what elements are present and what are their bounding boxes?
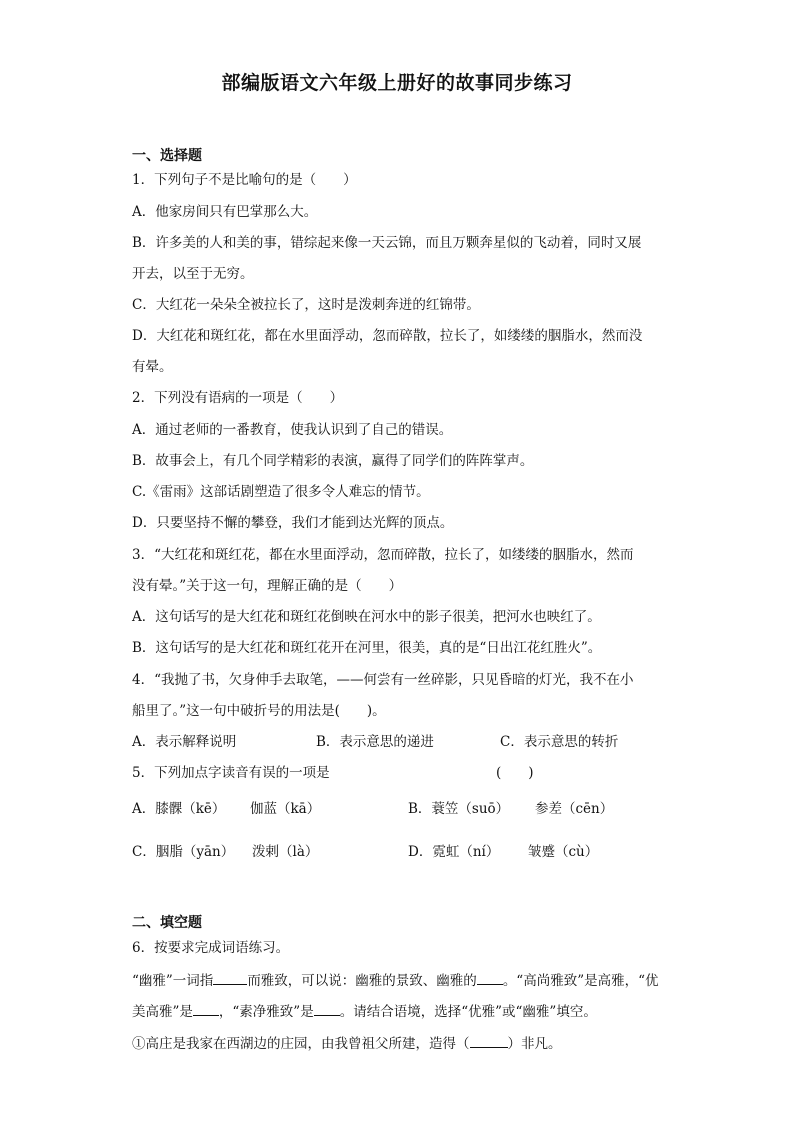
question-6-line1 [132, 970, 672, 991]
q6-line2-text-a: 美高雅”是 [132, 1004, 193, 1020]
q6-line3-text-b: ）非凡。 [507, 1036, 562, 1052]
question-3-stem-line1: 3．“大红花和斑红花，都在水里面浮动，忽而碎散，拉长了，如缕缕的胭脂水，然而 [132, 547, 634, 563]
question-2-option-c: C.《雷雨》这部话剧塑造了很多令人难忘的情节。 [132, 484, 430, 500]
question-4-stem-line2: 船里了。”这一句中破折号的用法是( )。 [132, 703, 386, 719]
question-1-stem: 1．下列句子不是比喻句的是（ ） [132, 172, 357, 188]
question-5-option-d1: D．霓虹（ní） [408, 844, 500, 860]
question-5-option-b2: 参差（cēn） [535, 801, 614, 817]
question-2-option-d: D．只要坚持不懈的攀登，我们才能到达光辉的顶点。 [132, 515, 454, 531]
question-1-option-b-line1: B．许多美的人和美的事，错综起来像一天云锦，而且万颗奔星似的飞动着，同时又展 [132, 235, 642, 251]
question-5-option-a1: A．膝髁（kē） [132, 801, 226, 817]
question-1-option-b-line2: 开去，以至于无穷。 [132, 266, 254, 282]
question-4-option-c: C．表示意思的转折 [500, 734, 619, 750]
q6-line2-text-c: 。请结合语境，选择“优雅”或“幽雅”填空。 [339, 1004, 597, 1020]
fill-blank-3[interactable] [193, 1001, 219, 1016]
question-5-stem-row [132, 763, 672, 783]
question-5-option-b1: B．蓑笠（suō） [408, 801, 510, 817]
question-5-option-c2: 泼剌（là） [252, 844, 319, 860]
q6-line2-text-b: ，“素净雅致”是 [218, 1004, 314, 1020]
q6-line1-text-a: “幽雅”一词指 [132, 973, 214, 989]
fill-blank-1[interactable] [213, 970, 247, 985]
question-2-option-a: A．通过老师的一番教育，使我认识到了自己的错误。 [132, 422, 453, 438]
question-5-option-c1: C．胭脂（yān） [132, 844, 235, 860]
question-6-line2 [132, 1001, 672, 1022]
question-2-option-b: B．故事会上，有几个同学精彩的表演，赢得了同学们的阵阵掌声。 [132, 453, 534, 469]
question-4-stem-line1: 4．“我抛了书，欠身伸手去取笔，——何尝有一丝碎影，只见昏暗的灯光，我不在小 [132, 672, 634, 688]
fill-blank-4[interactable] [314, 1001, 340, 1016]
section-heading-choice: 一、选择题 [132, 148, 202, 164]
question-5-answer-paren: ( ) [496, 765, 534, 781]
question-4-option-b: B．表示意思的递进 [316, 734, 434, 750]
question-5-option-a2: 伽蓝（kā） [250, 801, 321, 817]
question-4-option-a: A．表示解释说明 [132, 734, 237, 750]
section-heading-fill: 二、填空题 [132, 915, 202, 931]
q6-line1-text-c: 。“高尚雅致”是高雅，“优 [502, 973, 659, 989]
question-3-option-b: B．这句话写的是大红花和斑红花开在河里，很美，真的是“日出江花红胜火”。 [132, 640, 602, 656]
page-title: 部编版语文六年级上册好的故事同步练习 [221, 72, 573, 94]
fill-blank-2[interactable] [477, 970, 503, 985]
question-5-option-d2: 皱蹙（cù） [528, 844, 599, 860]
question-5-options-row2 [132, 842, 672, 862]
q6-line3-text-a: ①高庄是我家在西湖边的庄园，由我曾祖父所建，造得（ [132, 1036, 470, 1052]
question-1-option-a: A．他家房间只有巴掌那么大。 [132, 204, 318, 220]
question-3-stem-line2: 没有晕。”关于这一句，理解正确的是（ ） [132, 578, 403, 594]
question-1-option-d-line2: 有晕。 [132, 359, 173, 375]
question-6-stem: 6．按要求完成词语练习。 [132, 940, 290, 956]
question-5-stem: 5．下列加点字读音有误的一项是 [132, 765, 330, 781]
fill-blank-5[interactable] [470, 1033, 508, 1048]
question-5-options-row1 [132, 799, 672, 819]
question-6-line3 [132, 1033, 672, 1054]
question-2-stem: 2．下列没有语病的一项是（ ） [132, 390, 344, 406]
question-1-option-d-line1: D．大红花和斑红花，都在水里面浮动，忽而碎散，拉长了，如缕缕的胭脂水，然而没 [132, 328, 643, 344]
q6-line1-text-b: 而雅致，可以说：幽雅的景致、幽雅的 [247, 973, 477, 989]
question-3-option-a: A．这句话写的是大红花和斑红花倒映在河水中的影子很美，把河水也映红了。 [132, 609, 601, 625]
question-1-option-c: C．大红花一朵朵全被拉长了，这时是泼刺奔迸的红锦带。 [132, 297, 480, 313]
question-4-options [132, 732, 672, 752]
